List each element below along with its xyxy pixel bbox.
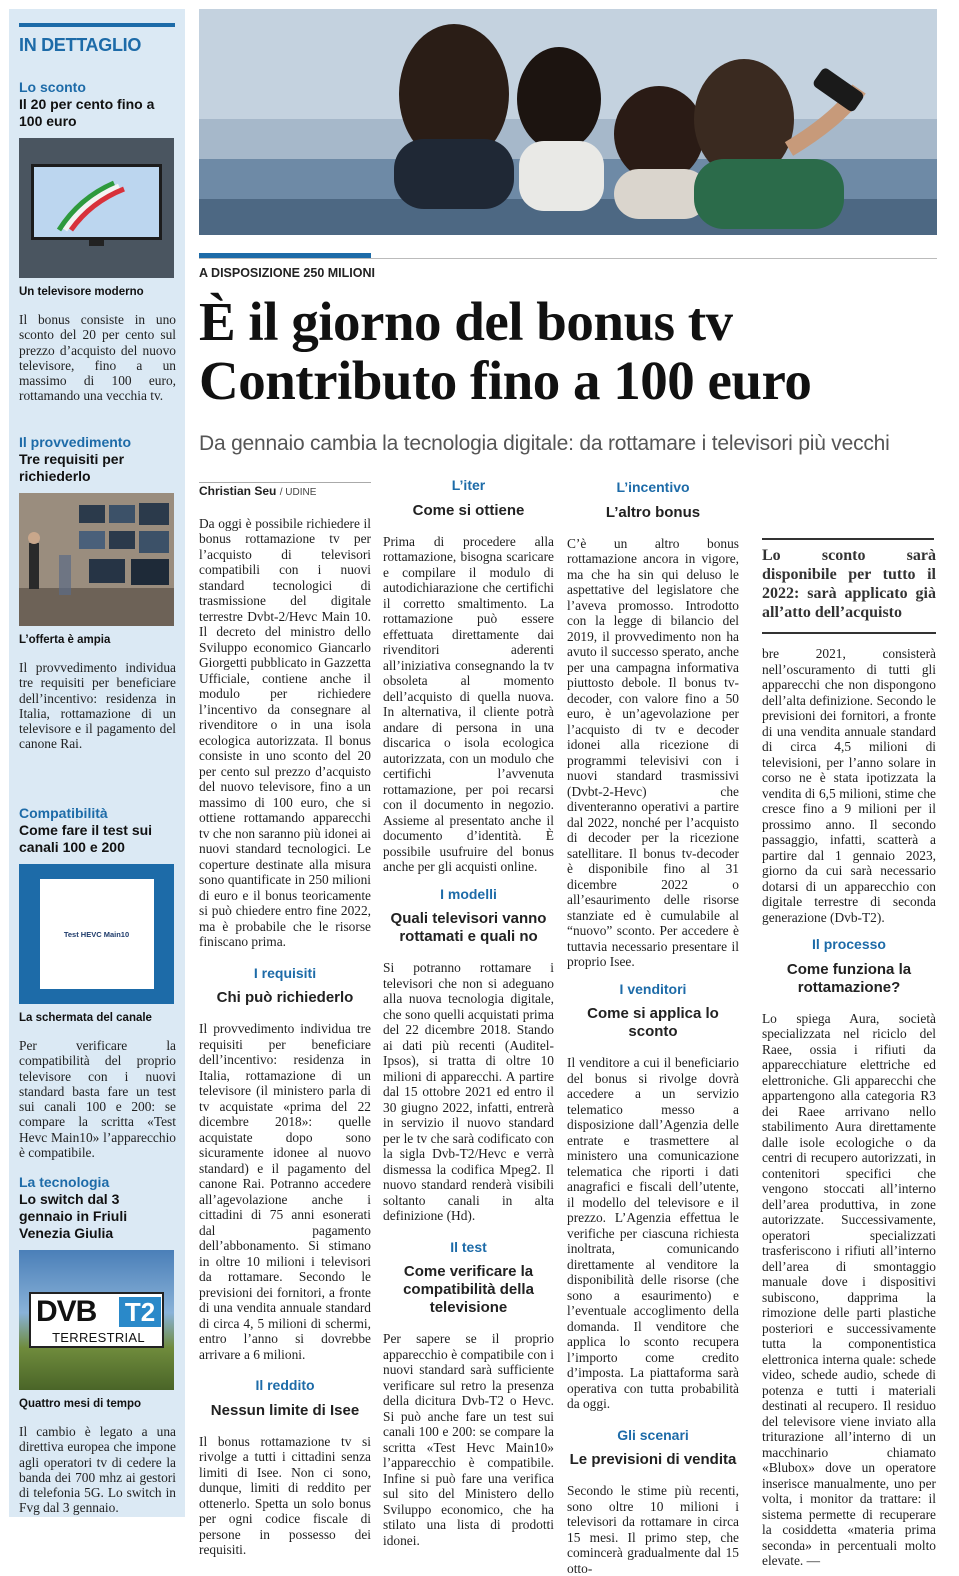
section-text-iter: Prima di procedere alla rottamazione, bisogna scaricare e compilare il modulo di autodichiarazione che certifichi il corretto smaltimento. La rottamazione può essere effettuata direttamente dai rivenditori aderenti all’iniziativa consegnando la tv obsoleta al momento dell’acquisto di quella nuova. In alternativa, il cliente potrà andare di persona in una discarica o isola ecologica autorizzata, con un modulo che certifichi l’avvenuta rottamazione, per poi recarsi con il documento in negozio. Assieme al presentato anche il documento d’identità. È possibile usufruire del bonus anche per gli acquisti online. bbox=[383, 533, 554, 874]
section-head-scenari: Le previsioni di vendita bbox=[569, 1451, 737, 1468]
sidebar-caption: La schermata del canale bbox=[19, 1012, 152, 1024]
section-text-scenari: Secondo le stime più recenti, sono oltre 10 milioni i televisori da rottamare in circa 15 mesi. Il primo step, che comincerà gradualmente dal 15 otto- bbox=[567, 1483, 739, 1576]
intro-paragraph: Da oggi è possibile richiedere il bonus rottamazione tv per l’acquisto di televisori compatibili con i nuovi standard tecnologici di trasmissione del digitale terrestre Dvbt-2/Hevc Main 10. Il decreto del ministro dello Sviluppo economico Giancarlo Giorgetti pubblicato in Gazzetta Ufficiale, contiene anche il modulo per richiedere l’incentivo da consegnare al rivenditore o in una isola ecologica autorizzata. Il bonus consiste in uno sconto del 20 per cento sul prezzo d’acquisto del nuovo televisore, fino a un massimo di 100 euro, che si ottiene rottamando apparecchi tv che non saranno più idonei ai nuovi standard tecnologici. Le coperture destinate alla misura sono quantificate in 250 milioni di euro e il bonus teoricamente si può chiedere entro fine 2022, ma è probabile che le risorse finiscano prima. bbox=[199, 515, 371, 949]
test-screen-photo bbox=[19, 864, 174, 1004]
hero-photo-family-watching-tv bbox=[199, 9, 937, 235]
sidebar-title-rule bbox=[19, 23, 175, 27]
sidebar-kicker: Lo sconto bbox=[19, 79, 86, 95]
sidebar-text: Il provvedimento individua tre requisiti per beneficiare dell’incentivo: residenza in Italia, rottamazione di un televisore e il pagamento del canone Rai. bbox=[19, 660, 176, 752]
section-kicker-processo: Il processo bbox=[812, 936, 886, 952]
tv-frecce-tricolori-image bbox=[19, 138, 174, 278]
section-kicker-venditori: I venditori bbox=[619, 980, 687, 997]
sidebar-caption: Un televisore moderno bbox=[19, 286, 144, 298]
sidebar-headline: Tre requisiti per richiederlo bbox=[19, 451, 125, 484]
section-text-reddito: Il bonus rottamazione tv si rivolge a tutti i cittadini senza limiti di Isee. Non ci sono, dunque, limiti di reddito per ottenerlo. Spetta un solo bonus per ogni codice fiscale di persone in possesso dei requisiti. bbox=[199, 1433, 371, 1557]
sidebar-headline: Lo switch dal 3 gennaio in Friuli Venezia Giulia bbox=[19, 1191, 128, 1241]
sidebar-caption: L’offerta è ampia bbox=[19, 634, 111, 646]
section-head-test: Come verificare la compatibilità della televisione bbox=[403, 1263, 534, 1316]
dvb-t2-photo bbox=[19, 1250, 174, 1390]
sidebar-kicker: Il provvedimento bbox=[19, 434, 132, 450]
sidebar-text: Il cambio è legato a una direttiva europea che impone agli operatori tv di cedere la banda dei 700 mhz ai gestori di telefonia 5G. Lo switch in Fvg dal 3 gennaio. bbox=[19, 1424, 176, 1516]
section-text-test: Per sapere se il proprio apparecchio è compatibile con i nuovi standard sarà sufficiente verificare sul retro la presenza della dicitura Dvb-T2 o Hevc. Si può anche fare un test sui canali 100 e 200: se compare la scritta «Test Hevc Main10» l’apparecchio è compatibile. Infine si può fare una verifica sul sito del Ministero dello Sviluppo economico, che ha stilato una lista di prodotti idonei. bbox=[383, 1331, 554, 1548]
section-kicker-requisiti: I requisiti bbox=[253, 964, 317, 981]
sidebar-kicker: Compatibilità bbox=[19, 805, 108, 821]
section-kicker-incentivo: L’incentivo bbox=[616, 479, 690, 495]
sidebar-section-tecnologia bbox=[19, 1174, 176, 1516]
section-head-incentivo: L’altro bonus bbox=[605, 503, 701, 521]
store-photo bbox=[19, 493, 174, 626]
pullquote: Lo sconto sarà disponibile per tutto il 2022: sarà applicato già all’atto dell’acquisto bbox=[762, 547, 936, 621]
section-text-requisiti: Il provvedimento individua tre requisiti per beneficiare dell’incentivo: residenza in Italia, rottamazione di un televisore (il ministero parla di tv acquistate «prima del 22 dicembre 2018»: quelle acquistate dopo sono sicuramente idonee al nuovo standard) e il pagamento del canone Rai. Potranno accedere all’agevolazione anche i cittadini di 75 anni esonerati dal pagamento dell’abbonamento. Si stimano in oltre 10 milioni i televisori da rottamare. Secondo le previsioni dei fornitori, a fronte di una vendita annuale standard di circa 4, 5 milioni di schermi, entro l’anno si dovrebbe arrivare a 6 milioni. bbox=[199, 1021, 371, 1362]
sidebar-kicker: La tecnologia bbox=[19, 1174, 110, 1190]
dvb-t2-logo bbox=[29, 1292, 164, 1348]
pullquote-top-rule bbox=[762, 538, 934, 540]
section-kicker-modelli: I modelli bbox=[440, 885, 497, 902]
column-3 bbox=[567, 480, 739, 1576]
article-subhead: Da gennaio cambia la tecnologia digitale: da rottamare i televisori più vecchi bbox=[199, 432, 890, 455]
section-text-incentivo: C’è un altro bonus rottamazione ancora in vigore, ma che ha sin qui deluso le aspettative del legislatore che l’aveva promosso. Introdotto con la legge di bilancio del 2019, il provvedimento non ha avuto il successo sperato, anche per una campagna informativa piuttosto debole. Il bonus tv-decoder, con valore fino a 50 euro, è un’agevolazione per l’acquisto di tv e decoder idonei alla ricezione di programmi televisivi con i nuovi standard trasmissivi (Dvbt-2-Hevc) che diventeranno operativi a partire dal 2022, nonché per l’acquisto di decoder per la ricezione satellitare. Il bonus tv-decoder è disponibile fino al 31 dicembre 2022 o all’esaurimento delle risorse stanziate ed è cumulabile al “nuovo” sconto. Per accedere è tuttavia necessario presentare il proprio Isee. bbox=[567, 535, 739, 969]
column-1 bbox=[199, 484, 371, 1558]
byline-place: / UDINE bbox=[279, 487, 317, 498]
section-head-processo: Come funziona la rottamazione? bbox=[786, 960, 912, 996]
sidebar-text: Per verificare la compatibilità del proprio televisore con i nuovi standard basta fare un test sui canali 100 e 200: se compare la scritta «Test Hevc Main10» l’apparecchio è compatibile. bbox=[19, 1038, 176, 1161]
section-head-requisiti: Chi può richiederlo bbox=[216, 989, 354, 1006]
section-text-processo: Lo spiega Aura, società specializzata nel riciclo del Raee, ossia i rifiuti da apparecchiature elettriche ed elettroniche. Gli apparecchi che appartengono alla categoria R3 dei Raee arrivano nello stabilimento Aura direttamente dalle isole ecologiche o da centri di recupero autorizzati, in contenitori specifici che vengono stoccati all’interno dell’area produttiva, in zone autorizzate. Successivamente, operatori specializzati trasferiscono i rifiuti all’interno dell’area di smontaggio manuale dove i dispositivi subiscono, dapprima la rimozione delle parti plastiche posteriori e successivamente tutta la componentistica elettronica interna quale: schede video, schede audio, schede di potenza e tutti i materiali destinati al recupero. Il residuo del televisore viene inviato alla triturazione all’interno di un macchinario chiamato «Blubox» dove un operatore inserisce manualmente, uno per volta, i monitor da trattare: il sistema permette di recuperare la cosiddetta «materia prima seconda» in percentuali molto elevate. — bbox=[762, 1010, 936, 1568]
sidebar-headline: Come fare il test sui canali 100 e 200 bbox=[19, 822, 153, 855]
sidebar-section-provvedimento bbox=[19, 434, 176, 752]
sidebar-caption: Quattro mesi di tempo bbox=[19, 1398, 142, 1410]
article-kicker: A DISPOSIZIONE 250 MILIONI bbox=[199, 266, 375, 280]
sidebar-title: IN DETTAGLIO bbox=[19, 35, 142, 55]
section-kicker-reddito: Il reddito bbox=[255, 1377, 315, 1393]
sidebar-section-sconto bbox=[19, 79, 176, 404]
byline-rule bbox=[199, 482, 371, 483]
section-head-venditori: Come si applica lo sconto bbox=[587, 1005, 719, 1040]
test-screen bbox=[40, 879, 154, 989]
dvb-logo-text: DVB bbox=[36, 1295, 97, 1328]
hero-image bbox=[199, 9, 937, 235]
terrestrial-logo-text: TERRESTRIAL bbox=[52, 1330, 145, 1345]
top-rule bbox=[199, 258, 937, 259]
t2-logo-text: T2 bbox=[119, 1297, 161, 1327]
tv-photo bbox=[19, 138, 174, 278]
byline-author: Christian Seu bbox=[199, 484, 277, 498]
continuation-paragraph: bre 2021, consisterà nell’oscuramento di tutti gli apparecchi che non dispongono dell’alta definizione. Secondo le previsioni dei fornitori, a fronte di una vendita annuale standard di circa 4,5 milioni di televisioni, per l’anno solare in corso ne è stata ipotizzata la vendita di 6,5 milioni, stime che cresce fino a 9 milioni per il prossimo anno. Il secondo passaggio, infatti, scatterà a partire dal 1 gennaio 2023, giorno da cui sarà necessario dotarsi di un apparecchio con digitale terrestre di seconda generazione (Dvb-T2). bbox=[762, 646, 936, 925]
tv-store-image bbox=[19, 493, 174, 626]
section-kicker-scenari: Gli scenari bbox=[617, 1426, 689, 1443]
sidebar-headline: Il 20 per cento fino a 100 euro bbox=[19, 96, 155, 129]
sidebar-text: Il bonus consiste in uno sconto del 20 per cento sul prezzo d’acquisto del nuovo televisore, fino a un massimo di 100 euro, rottamando una vecchia tv. bbox=[19, 312, 176, 404]
section-head-reddito: Nessun limite di Isee bbox=[210, 1401, 360, 1419]
section-head-modelli: Quali televisori vanno rottamati e quali no bbox=[390, 910, 547, 945]
section-head-iter: Come si ottiene bbox=[412, 501, 525, 519]
section-text-modelli: Si potranno rottamare i televisori che non si adeguano alla nuova tecnologia digitale, che sono quelli acquistati prima del 22 dicembre 2018. Stando ai dati più recenti (Auditel-Ipsos), si tratta di oltre 10 milioni di apparecchi. A partire dal 15 ottobre 2021 ed entro il 30 giugno 2022, infatti, entrerà in servizio il nuovo standard per le tv che sarà codificato con la sigla Dvb-T2/Hevc e verrà dismessa la codifica Mpeg2. Il nuovo standard renderà visibili soltanto canali in alta definizione (Hd). bbox=[383, 960, 554, 1223]
sidebar-section-compatibilita bbox=[19, 805, 176, 1160]
section-text-venditori: Il venditore a cui il beneficiario del bonus si rivolge dovrà accedere a un servizio telematico messo a disposizione dall’Agenzia delle entrate e trasmettere al ministero una comunicazione telematica che riporti i dati anagrafici e fiscali dell’utente, il modello del televisore e il prezzo. L’Agenzia effettua le verifiche per ciascuna richiesta inoltrata, comunicando direttamente al venditore la disponibilità delle risorse (che sono a esaurimento) e l’eventuale accoglimento della domanda. Il venditore che applica lo sconto recupera l’importo come credito d’imposta. La piattaforma sarà operativa con tutta probabilità da oggi. bbox=[567, 1055, 739, 1411]
article-headline bbox=[199, 292, 939, 410]
column-2 bbox=[383, 478, 554, 1548]
headline-line-1: È il giorno del bonus tv bbox=[199, 291, 733, 352]
column-4 bbox=[762, 546, 936, 1569]
section-kicker-iter: L’iter bbox=[451, 477, 486, 493]
test-screen-text: Test HEVC Main10 bbox=[63, 929, 130, 939]
pullquote-bottom-rule bbox=[762, 632, 936, 634]
headline-line-2: Contributo fino a 100 euro bbox=[199, 350, 812, 411]
section-kicker-test: Il test bbox=[450, 1238, 487, 1255]
byline bbox=[199, 484, 371, 501]
sidebar-box bbox=[9, 9, 185, 1517]
